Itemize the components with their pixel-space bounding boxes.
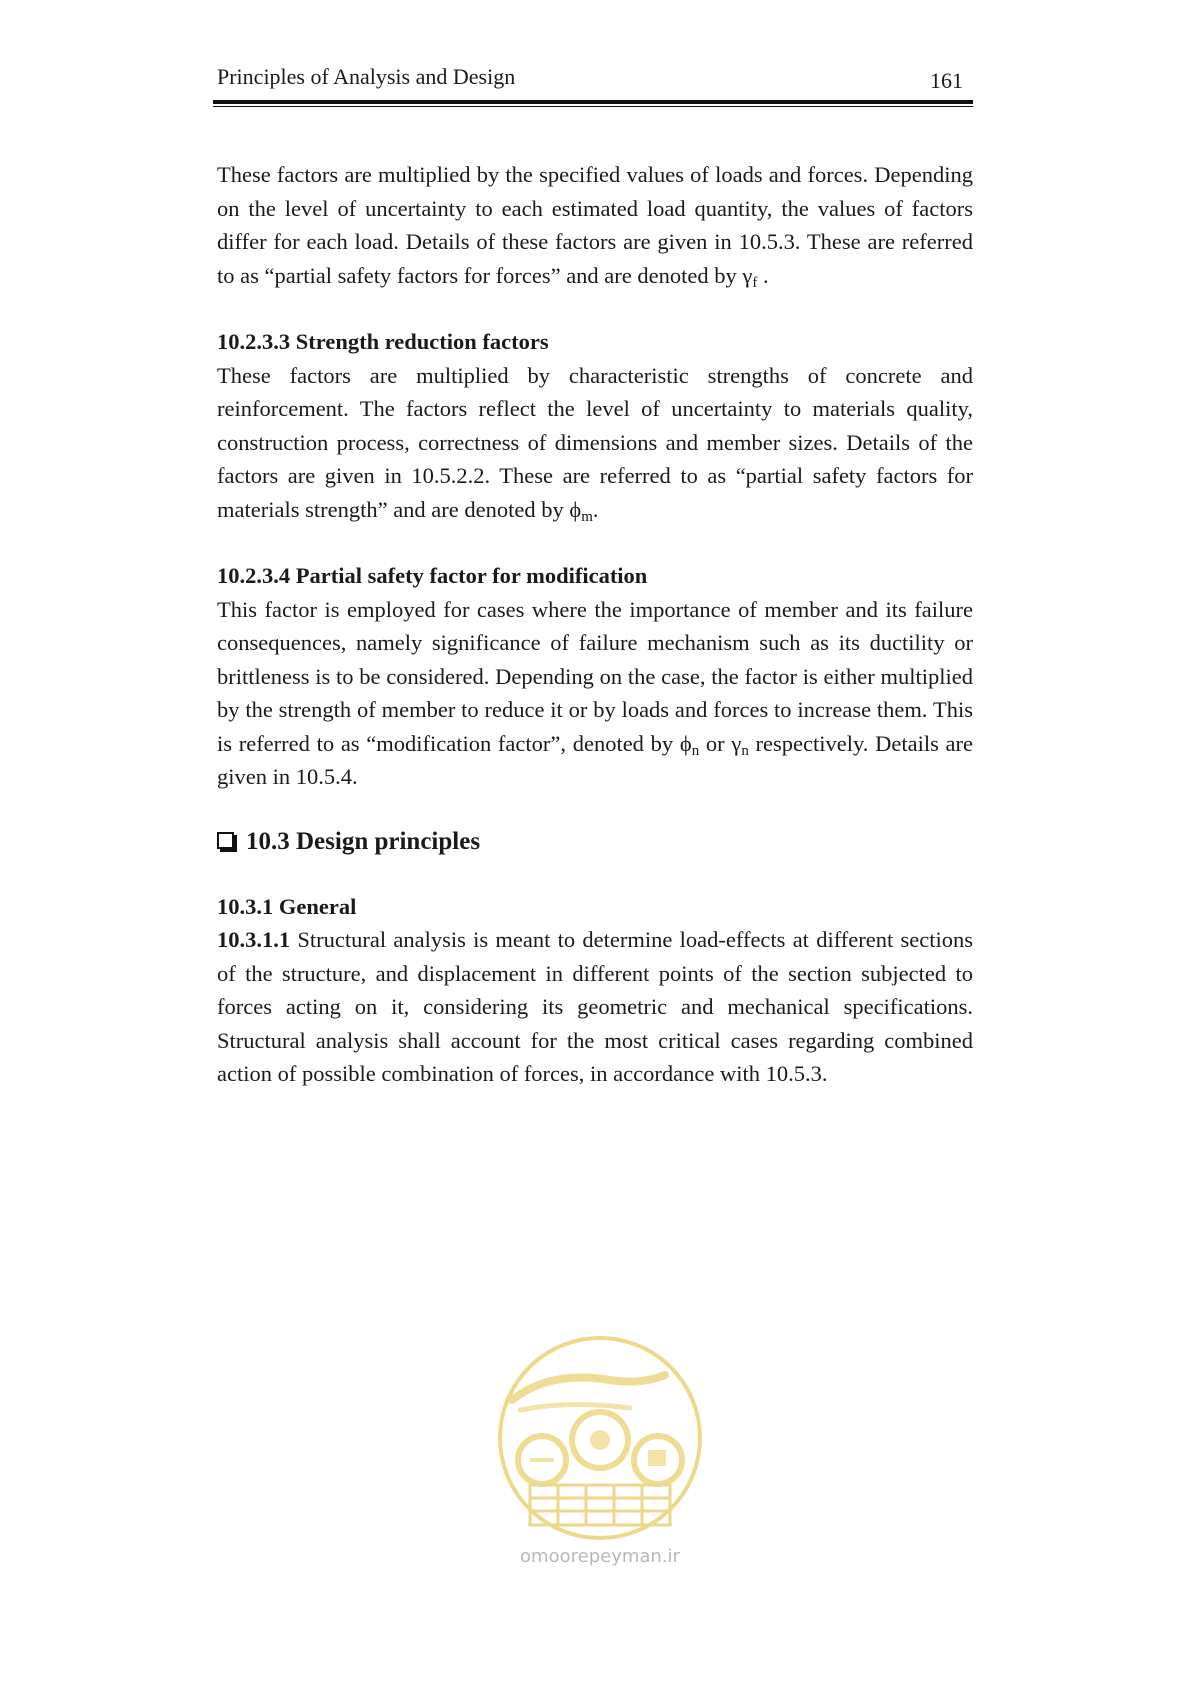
checkbox-square-icon	[217, 832, 234, 849]
running-header	[217, 64, 973, 96]
paragraph-strength-reduction: These factors are multiplied by characteristic strengths of concrete and reinforcement. The factors reflect the level of uncertainty to materials quality, construction process, correctness of dimensions and member sizes. Details of the factors are given in 10.5.2.2. These are referred to as “partial safety factors for materials strength” and are denoted by $\phi_m$.	[217, 362, 973, 525]
heading-10-3-1: 10.3.1 General	[217, 893, 357, 919]
header-rule-thick	[213, 100, 973, 104]
clause-number: 10.3.1.1	[217, 927, 291, 952]
page-number: 161	[930, 68, 963, 93]
paragraph-modification-factor: This factor is employed for cases where the importance of member and its failure consequences, namely significance of failure mechanism such as its ductility or brittleness is to be considered. Depending on the case, the factor is either multiplied by the strength of member to reduce it or by loads and forces to increase them. This is referred to as “modification factor”, denoted by $\phi_n$ or $\gamma_n$ respectively. Details are given in 10.5.4.	[217, 596, 974, 789]
heading-10-2-3-4: 10.2.3.4 Partial safety factor for modification	[217, 563, 648, 588]
paragraph-structural-analysis: 10.3.1.1 Structural analysis is meant to determine load-effects at different sections of the structure, and displacement in different points of the section subjected to forces acting on it, considering its geometric and mechanical specifications. Structural analysis shall account for the most critical cases regarding combined action of possible combination of forces, in accordance with 10.5.3.	[217, 927, 973, 1086]
phi-symbol: ϕ	[679, 730, 692, 756]
heading-10-2-3-3: 10.2.3.3 Strength reduction factors	[217, 329, 549, 354]
watermark-emblem-icon	[490, 1330, 710, 1545]
heading-10-3: 10.3 Design principles	[217, 824, 973, 860]
watermark-logo	[490, 1330, 710, 1567]
watermark-url: omoorepeyman.ir	[520, 1546, 680, 1567]
gamma-symbol: γ	[742, 262, 753, 288]
paragraph-partial-safety-forces: These factors are multiplied by the specified values of loads and forces. Depending on the level of uncertainty to each estimated load quantity, the values of factors differ for each load. Details of these factors are given in 10.5.3. These are referred to as “partial safety factors for forces” and are denoted by $\gamma_f$ .	[217, 162, 973, 291]
header-title: Principles of Analysis and Design	[217, 64, 516, 89]
gamma-symbol: γ	[731, 730, 742, 756]
body-content	[217, 158, 973, 1091]
phi-symbol: ϕ	[569, 496, 582, 522]
header-rule-thin	[213, 106, 973, 107]
